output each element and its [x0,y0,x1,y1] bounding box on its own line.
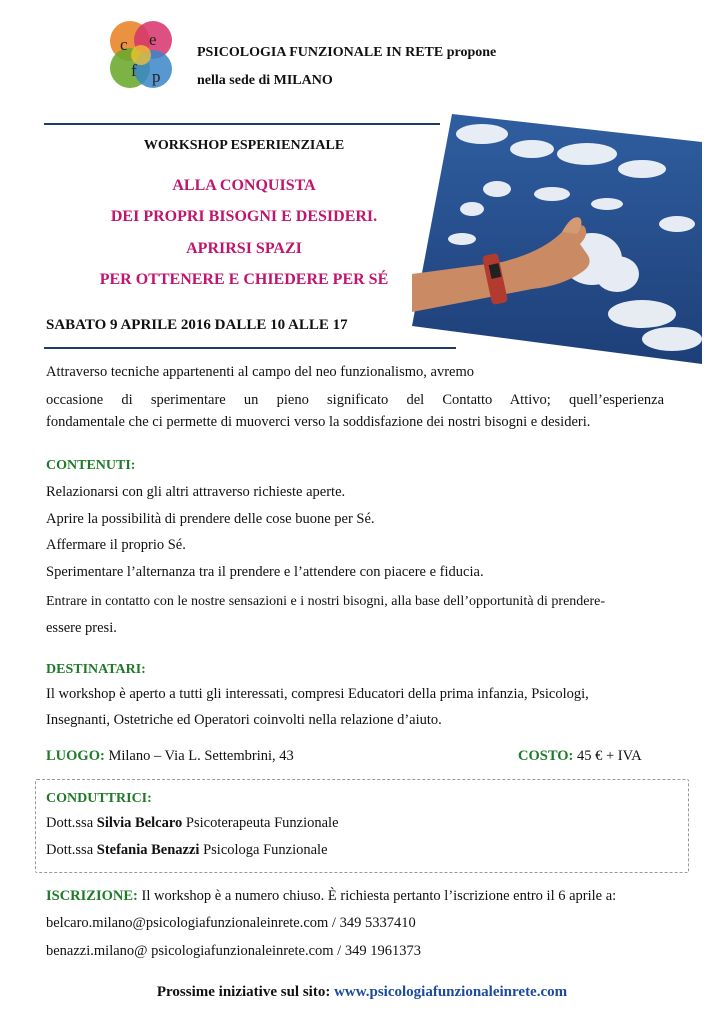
venue-line: nella sede di MILANO [197,73,333,88]
iscrizione [46,888,616,905]
organizer-line: PSICOLOGIA FUNZIONALE IN RETE propone [197,45,497,60]
contenuti-heading: CONTENUTI: [46,458,136,473]
svg-text:e: e [149,30,157,49]
costo [518,748,642,765]
sky-hand-photo [412,114,702,364]
conduttrice-title: Dott.ssa [46,815,94,831]
destinatari-line-1: Il workshop è aperto a tutti gli interessati, compresi Educatori della prima infanzia, Psicologi, [46,686,589,702]
luogo-value: Milano – Via L. Settembrini, 43 [108,748,294,764]
contenuti-item: essere presi. [46,620,117,636]
date-divider [44,347,456,349]
conduttrice-role: Psicoterapeuta Funzionale [185,815,339,831]
conduttrice-role: Psicologa Funzionale [203,842,328,858]
contenuti-item: Entrare in contatto con le nostre sensazioni e i nostri bisogni, alla base dell’opportunità di prendere- [46,594,606,609]
cefp-logo [103,16,179,96]
conduttrice-row [46,815,339,832]
contact-belcaro[interactable]: belcaro.milano@psicologiafunzionaleinrete.com / 349 5337410 [46,915,416,931]
svg-text:c: c [120,35,128,54]
contenuti-item: Relazionarsi con gli altri attraverso richieste aperte. [46,484,346,500]
contenuti-item: Aprire la possibilità di prendere delle cose buone per Sé. [46,511,375,527]
conduttrice-name: Stefania Benazzi [96,842,200,858]
iscrizione-text: Il workshop è a numero chiuso. È richiesta pertanto l’iscrizione entro il 6 aprile a: [141,888,617,904]
intro-line-3: fondamentale che ci permette di muoverci verso la soddisfazione dei nostri bisogni e desideri. [46,414,591,430]
contact-benazzi[interactable]: benazzi.milano@ psicologiafunzionaleinrete.com / 349 1961373 [46,943,421,959]
title-line-2: DEI PROPRI BISOGNI E DESIDERI. [110,208,378,225]
contenuti-item: Affermare il proprio Sé. [46,537,186,553]
iscrizione-label: ISCRIZIONE: [46,888,138,904]
event-date: SABATO 9 APRILE 2016 DALLE 10 ALLE 17 [46,317,348,333]
title-line-4: PER OTTENERE E CHIEDERE PER SÉ [99,271,389,288]
luogo-label: LUOGO: [46,748,105,764]
destinatari-line-2: Insegnanti, Ostetriche ed Operatori coinvolti nella relazione d’aiuto. [46,712,442,728]
contenuti-item: Sperimentare l’alternanza tra il prendere e l’attendere con piacere e fiducia. [46,564,484,580]
luogo [46,748,294,765]
workshop-type: WORKSHOP ESPERIENZIALE [143,138,345,153]
footer [0,984,724,1001]
title-line-3: APRIRSI SPAZI [186,240,302,257]
conduttrice-name: Silvia Belcaro [96,815,183,831]
costo-label: COSTO: [518,748,574,764]
svg-text:f: f [131,61,137,80]
top-divider [44,123,440,125]
intro-line-1: Attraverso tecniche appartenenti al campo del neo funzionalismo, avremo [46,364,474,380]
footer-prefix: Prossime iniziative sul sito: [156,984,331,1000]
title-line-1: ALLA CONQUISTA [172,177,316,194]
conduttrice-title: Dott.ssa [46,842,94,858]
costo-value: 45 € + IVA [576,748,642,764]
destinatari-heading: DESTINATARI: [46,662,146,677]
conduttrici-heading: CONDUTTRICI: [46,791,152,806]
svg-text:p: p [152,67,161,86]
conduttrice-row [46,842,328,859]
intro-line-2: occasione di sperimentare un pieno significato del Contatto Attivo; quell’esperienza [46,392,664,408]
website-link[interactable]: www.psicologiafunzionaleinrete.com [334,984,568,1000]
